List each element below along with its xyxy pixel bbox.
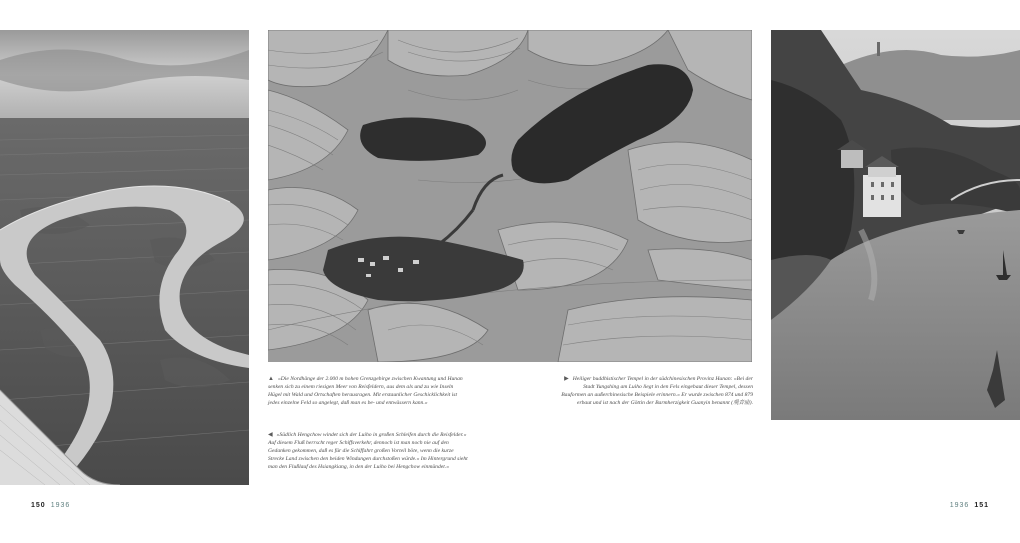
- aerial-river-photo: [0, 30, 249, 485]
- cliff-temple-river-photo: [771, 30, 1020, 420]
- caption-text: »Die Nordhänge der 2.000 m hohen Grenzgebirge zwischen Kwantung und Hunan senken sich zu einem riesigen Meer von Reisfeldern, aus dem als und zu wie Inseln Hügel mit Wald und Ortschaften herausragen. Mit erstaunlicher Geschicklichkeit ist jedes einzelne Feld so angelegt, daß man es be- und entwässern kann.«: [268, 376, 463, 406]
- caption-text: »Südlich Hengchow windet sich der Luiho in großen Schleifen durch die Reisfelder.« Auf diesem Fluß herrscht reger Schiffsverkehr, dennoch ist man noch nie auf den Gedanken gekommen, daß es für die Schiffahrt großen Vorteil böte, wenn die kurze Strecke Land zwischen den beiden Windungen durchstoßen würde.« Im Hintergrund sieht man den Flußlauf des Hsiangkiang, in den der Luiho bei Hengchow einmündet.«: [268, 432, 468, 470]
- running-head-year: 1936: [949, 502, 970, 509]
- page-number: 151: [974, 502, 989, 509]
- caption-temple: [560, 375, 753, 407]
- arrow-up-icon: ▲: [268, 376, 274, 382]
- caption-river-meanders: [268, 431, 468, 471]
- folio-left: [26, 502, 70, 509]
- aerial-rice-terrace-photo: [268, 30, 752, 362]
- arrow-left-icon: ◀: [268, 432, 273, 438]
- arrow-right-icon: ▶: [564, 376, 569, 382]
- page-number: 150: [31, 502, 46, 509]
- running-head-year: 1936: [50, 502, 71, 509]
- caption-rice-terraces: [268, 375, 468, 407]
- caption-text: Heiliger buddhistischer Tempel in der südchinesischen Provinz Hunan: »Bei der Stadt Yungshing am Luiho liegt in den Fels eingebaut dieser Tempel, dessen Bauformen an außerchinesische Beispiele erinnern.« Er wurde zwischen 874 und 879 erbaut und ist nach der Göttin der Barmherzigkeit Guanyin benannt (观音庙).: [561, 376, 753, 406]
- folio-right: [950, 502, 994, 509]
